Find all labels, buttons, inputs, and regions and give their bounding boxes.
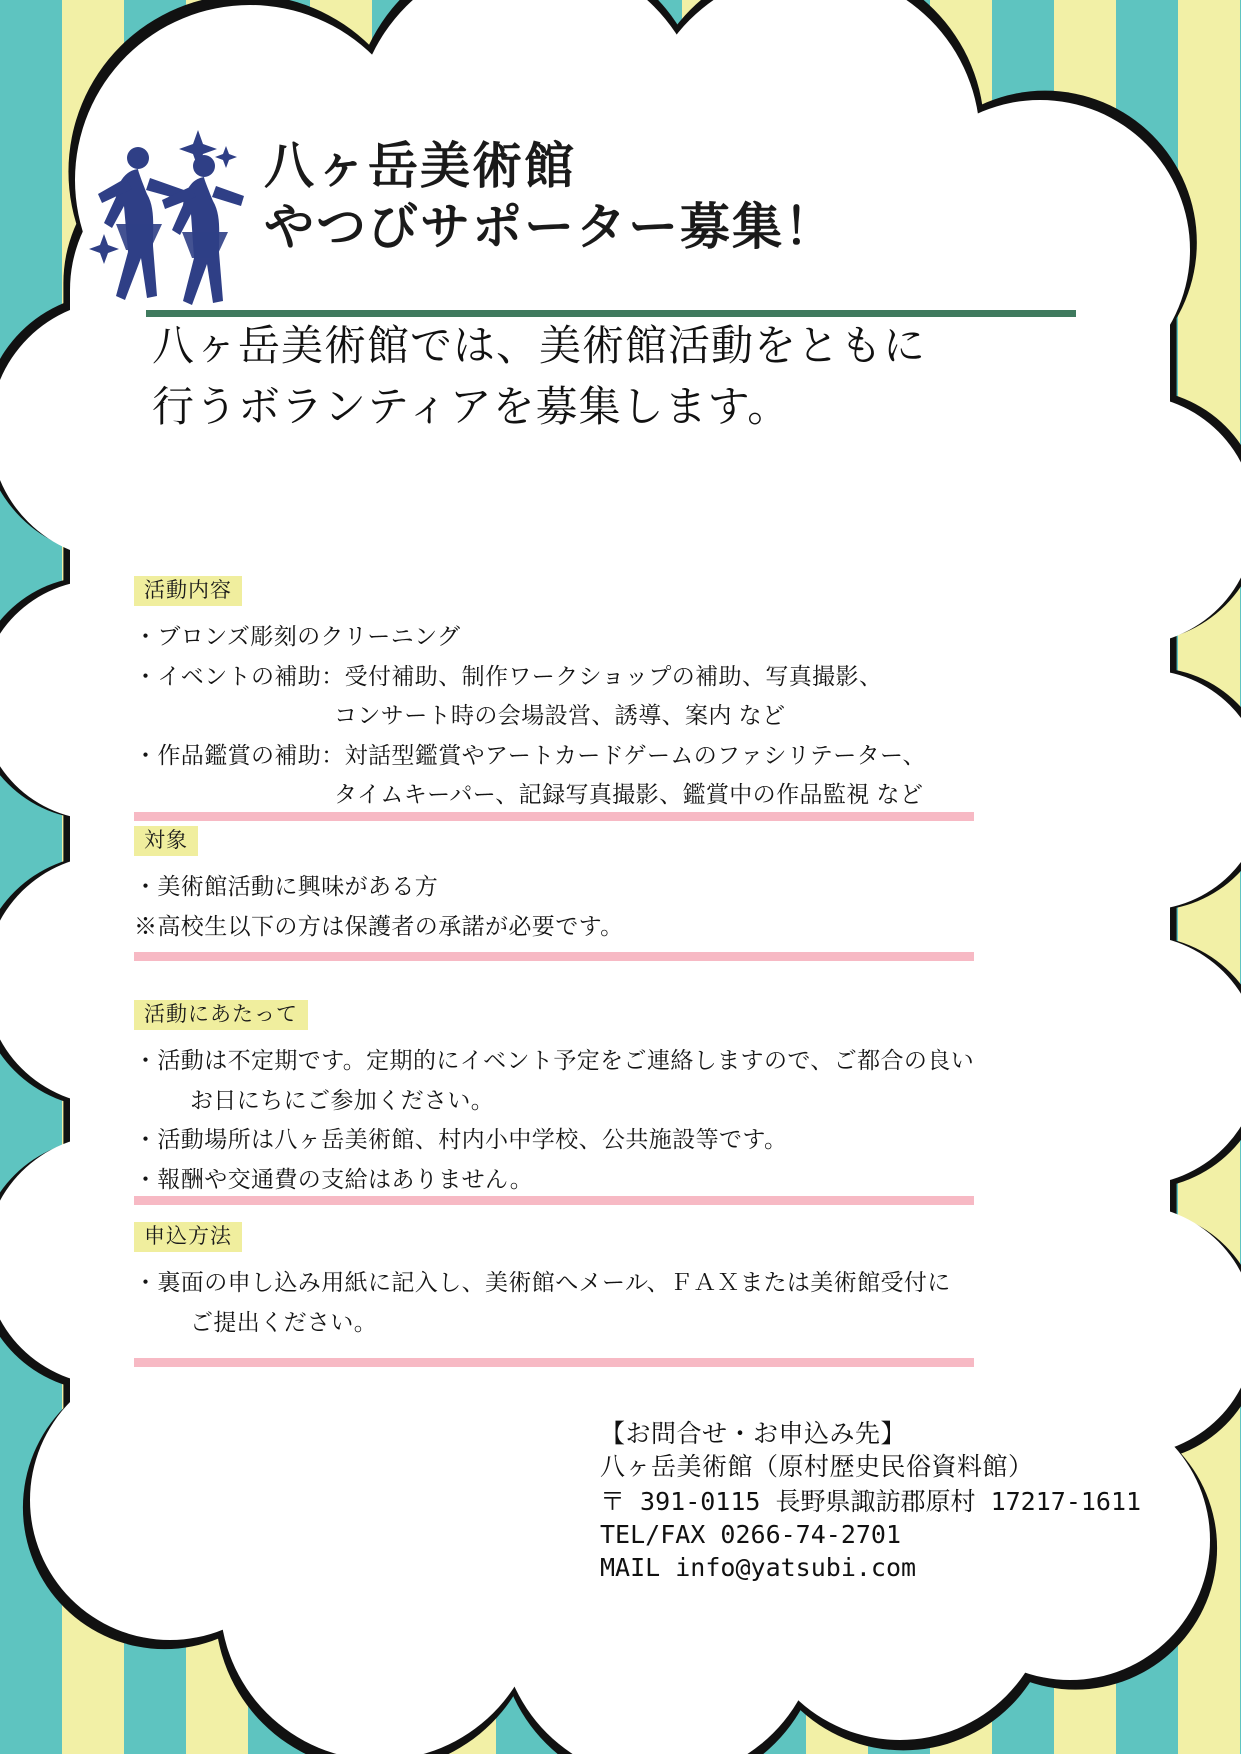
section-line: ・裏面の申し込み用紙に記入し、美術館へメール、ＦＡＸまたは美術館受付に	[134, 1269, 951, 1295]
section-label: 申込方法	[134, 1222, 242, 1252]
poster-title	[264, 136, 836, 258]
section-line: タイムキーパー、記録写真撮影、鑑賞中の作品監視 など	[334, 781, 924, 808]
section-line: ・ブロンズ彫刻のクリーニング	[134, 623, 461, 649]
section-divider	[134, 1196, 974, 1205]
section-line: お日にちにご参加ください。	[190, 1086, 495, 1113]
contact-address: 〒 391-0115 長野県諏訪郡原村 17217-1611	[600, 1486, 1142, 1516]
section-label: 対象	[134, 826, 198, 856]
lede-line-1: 八ヶ岳美術館では、美術館活動をともに	[152, 322, 927, 369]
section-label: 活動内容	[134, 576, 242, 606]
section-line: ・活動場所は八ヶ岳美術館、村内小中学校、公共施設等です。	[134, 1126, 788, 1153]
section-body	[134, 867, 974, 946]
section-line: ・活動は不定期です。定期的にイベント予定をご連絡しますので、ご都合の良い	[134, 1047, 975, 1073]
section-eligibility	[134, 826, 974, 946]
section-label: 活動にあたって	[134, 1000, 308, 1030]
section-how-to-apply	[134, 1222, 974, 1342]
title-line-2: やつびサポーター募集！	[264, 199, 836, 255]
section-line: コンサート時の会場設営、誘導、案内 など	[334, 702, 786, 729]
section-divider	[134, 812, 974, 821]
section-line: ※高校生以下の方は保護者の承諾が必要です。	[134, 912, 624, 939]
section-line: ・美術館活動に興味がある方	[134, 873, 439, 899]
section-body	[134, 1263, 974, 1342]
dancers-illustration-icon	[86, 116, 256, 316]
section-line: ご提出ください。	[190, 1308, 378, 1335]
lede-line-2: 行うボランティアを募集します。	[152, 382, 791, 430]
section-activities	[134, 576, 974, 815]
section-divider	[134, 952, 974, 961]
contact-telfax: TEL/FAX 0266-74-2701	[600, 1519, 902, 1549]
section-notes	[134, 1000, 974, 1199]
contact-mail: MAIL info@yatsubi.com	[600, 1553, 917, 1582]
contact-block	[600, 1418, 1141, 1584]
section-line: ・作品鑑賞の補助：対話型鑑賞やアートカードゲームのファシリテーター、	[134, 741, 926, 768]
section-body	[134, 1041, 974, 1199]
contact-heading: 【お問合せ・お申込み先】	[600, 1420, 907, 1448]
section-line: ・イベントの補助：受付補助、制作ワークショップの補助、写真撮影、	[134, 662, 883, 689]
section-divider	[134, 1358, 974, 1367]
section-line: ・報酬や交通費の支給はありません。	[134, 1165, 534, 1192]
lede-text	[152, 316, 926, 438]
contact-organization: 八ヶ岳美術館（原村歴史民俗資料館）	[600, 1453, 1034, 1482]
title-line-1: 八ヶ岳美術館	[264, 138, 576, 194]
section-body	[134, 617, 974, 815]
